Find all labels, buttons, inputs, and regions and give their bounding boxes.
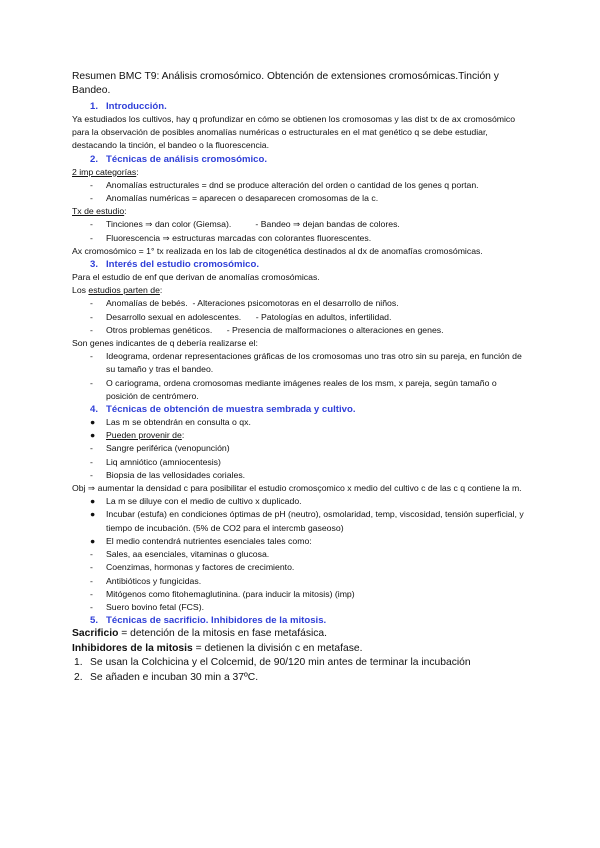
list-item: ● Incubar (estufa) en condiciones óptimas de pH (neutro), osmolaridad, temp, viscosidad, tensión superficial, y tiempo de incubación. (5% de CO2 para el intercmb gaseoso) (90, 509, 524, 533)
section-heading-4: 4. Técnicas de obtención de muestra sembrada y cultivo. (90, 404, 356, 416)
document-body (72, 70, 532, 685)
document-title: Resumen BMC T9: Análisis cromosómico. Obtención de extensiones cromosómicas.Tinción y Bandeo. (72, 71, 499, 96)
list-item: - Suero bovino fetal (FCS). (90, 601, 205, 612)
ax-paragraph: Ax cromosómico = 1° tx realizada en los lab de citogenética destinados al dx de anomafías cromosómicas. (72, 245, 483, 256)
list-item: - O cariograma, ordena cromosomas mediante imágenes reales de los msm, x pareja, según tamaño o posición de centrómero. (90, 377, 497, 401)
genes-paragraph: Son genes indicantes de q debería realizarse el: (72, 338, 258, 349)
list-item: - Sangre periférica (venopunción) (90, 443, 230, 454)
list-item: - Sales, aa esenciales, vitaminas o glucosa. (90, 549, 270, 560)
list-item: 2. Se añaden e incuban 30 min a 37ºC. (74, 671, 259, 683)
s3-intro: Para el estudio de enf que derivan de anomalías cromosómicas. (72, 272, 320, 283)
list-item: ● La m se diluye con el medio de cultivo x duplicado. (90, 496, 302, 507)
genes-list (72, 350, 532, 403)
s4-bullets-2 (72, 495, 532, 548)
list-item: - Antibióticos y fungicidas. (90, 575, 202, 586)
list-item: 1. Se usan la Colchicina y el Colcemid, de 90/120 min antes de terminar la incubación (74, 657, 471, 669)
list-item: - Liq amniótico (amniocentesis) (90, 456, 221, 467)
estudios-list (72, 297, 532, 337)
list-item: - Fluorescencia ⇒ estructuras marcadas con colorantes fluorescentes. (90, 232, 372, 243)
intro-paragraph: Ya estudiados los cultivos, hay q profundizar en cómo se obtienen los cromosomas y las dist tx de ax cromosómico para la observación de posibles anomalías numéricas o estructurales en el mat genético q se debe estudiar, destacando la tinción, el bandeo o la fluorescencia. (72, 114, 516, 151)
list-item: - Desarrollo sexual en adolescentes. - Patologías en adultos, infertilidad. (90, 311, 392, 322)
section-heading-5: 5. Técnicas de sacrificio. Inhibidores de la mitosis. (90, 615, 327, 627)
list-item: ● Las m se obtendrán en consulta o qx. (90, 417, 251, 428)
categorias-list (72, 179, 532, 205)
list-item: - Coenzimas, hormonas y factores de crecimiento. (90, 562, 295, 573)
obj-paragraph: Obj ⇒ aumentar la densidad c para posibilitar el estudio cromosçomico x medio del cultivo c de las c q contiene la m. (72, 483, 522, 494)
tx-list (72, 218, 532, 244)
list-item: - Anomalías de bebés. - Alteraciones psicomotoras en el desarrollo de niños. (90, 298, 399, 309)
list-item: - Anomalías numéricas = aparecen o desaparecen cromosomas de la c. (90, 193, 379, 204)
categorias-label: 2 imp categorías: (72, 166, 139, 177)
list-item: ● Pueden provenir de: (90, 430, 185, 441)
list-item: - Anomalías estructurales = dnd se produce alteración del orden o cantidad de los genes q portan. (90, 179, 479, 190)
estudios-label: Los estudios parten de: (72, 285, 163, 296)
nutrients-list (72, 548, 532, 614)
s4-bullets (72, 416, 532, 442)
list-item: - Biopsia de las vellosidades coriales. (90, 469, 246, 480)
steps-list (72, 656, 532, 685)
list-item: - Otros problemas genéticos. - Presencia de malformaciones o alteraciones en genes. (90, 324, 444, 335)
list-item: - Mitógenos como fitohemaglutinina. (para inducir la mitosis) (imp) (90, 588, 355, 599)
section-heading-1: 1. Introducción. (90, 101, 167, 112)
sacrificio-definition: Sacrificio = detención de la mitosis en fase metafásica. (72, 628, 327, 640)
section-heading-3: 3. Interés del estudio cromosómico. (90, 259, 260, 271)
list-item: ● El medio contendrá nutrientes esenciales tales como: (90, 535, 312, 546)
list-item: - Ideograma, ordenar representaciones gráficas de los cromosomas uno tras otro sin su pareja, en función de su tamaño y tras el bandeo. (90, 351, 522, 375)
origins-list (72, 442, 532, 482)
section-heading-2: 2. Técnicas de análisis cromosómico. (90, 153, 268, 165)
inhibidores-definition: Inhibidores de la mitosis = detienen la división c en metafase. (72, 642, 363, 654)
list-item: - Tinciones ⇒ dan color (Giemsa). - Bandeo ⇒ dejan bandas de colores. (90, 219, 400, 230)
tx-label: Tx de estudio: (72, 206, 127, 217)
